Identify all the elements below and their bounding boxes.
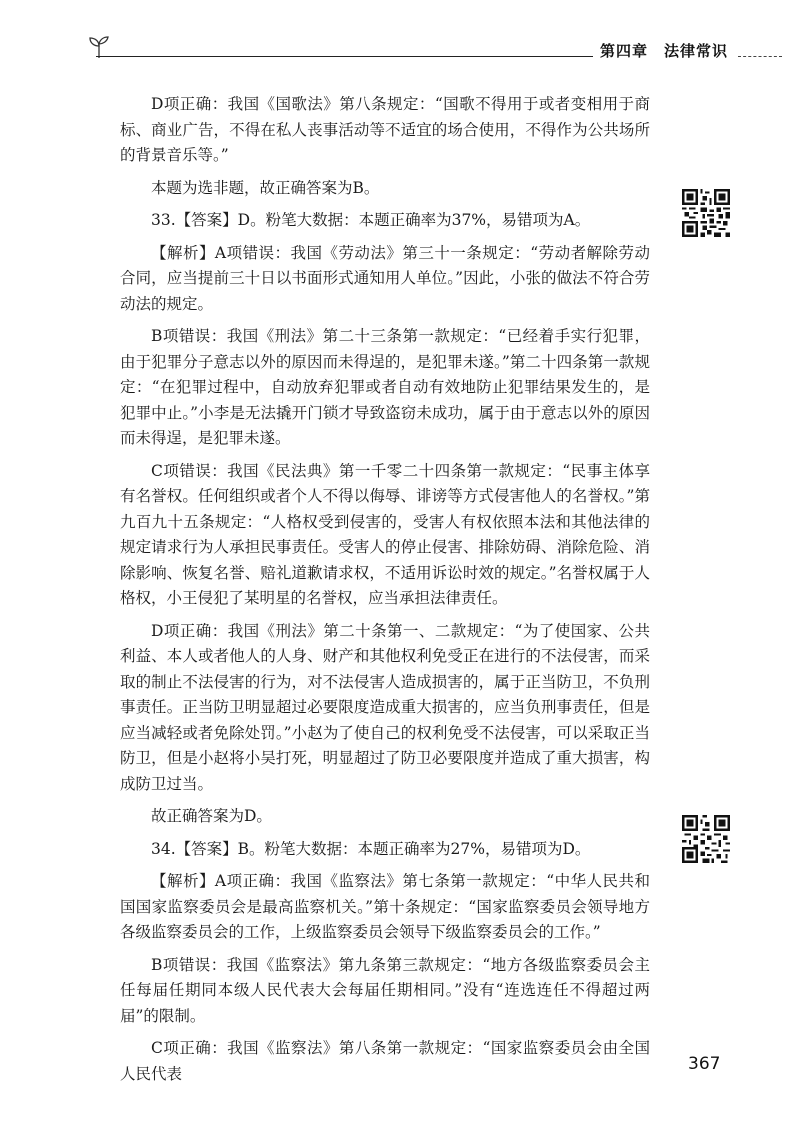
paragraph-q33-answer: 33.【答案】D。粉笔大数据：本题正确率为37%，易错项为A。 <box>151 211 591 229</box>
paragraph-q34-analysis-a: 【解析】A项正确：我国《监察法》第七条第一款规定：“中华人民共和国国家监察委员会是最高监察机关。”第十条规定：“国家监察委员会领导地方各级监察委员会的工作，上级监察委员会领导下级监察委员会的工作。” <box>120 872 650 941</box>
paragraph-q32-conclusion: 本题为选非题，故正确答案为B。 <box>151 178 380 197</box>
paragraph-q34-answer: 34.【答案】B。粉笔大数据：本题正确率为27%，易错项为D。 <box>151 839 591 858</box>
header-rule <box>96 56 593 57</box>
main-content <box>120 92 650 1094</box>
paragraph-q33-conclusion: 故正确答案为D。 <box>151 807 272 825</box>
paragraph-d-correct-anthem: D项正确：我国《国歌法》第八条规定：“国歌不得用于或者变相用于商标、商业广告，不得在私人丧事活动等不适宜的场合使用，不得作为公共场所的背景音乐等。” <box>120 95 650 164</box>
qr-code-icon[interactable] <box>682 189 730 237</box>
paragraph-q34-analysis-c: C项正确：我国《监察法》第八条第一款规定：“国家监察委员会由全国人民代表 <box>120 1039 650 1083</box>
paragraph-q34-analysis-b: B项错误：我国《监察法》第九条第三款规定：“地方各级监察委员会主任每届任期同本级人民代表大会每届任期相同。”没有“连选连任不得超过两届”的限制。 <box>120 955 650 1025</box>
header-rule-right <box>738 56 782 57</box>
paragraph-q33-analysis-c: C项错误：我国《民法典》第一千零二十四条第一款规定：“民事主体享有名誉权。任何组织或者个人不得以侮辱、诽谤等方式侵害他人的名誉权。”第九百九十五条规定：“人格权受到侵害的，受害人有权依照本法和其他法律的规定请求行为人承担民事责任。受害人的停止侵害、排除妨碍、消除危险、消除影响、恢复名誉、赔礼道歉请求权，不适用诉讼时效的规定。”名誉权属于人格权，小王侵犯了某明星的名誉权，应当承担法律责任。 <box>120 461 650 607</box>
paragraph-q33-analysis-a: 【解析】A项错误：我国《劳动法》第三十一条规定：“劳动者解除劳动合同，应当提前三十日以书面形式通知用人单位。”因此，小张的做法不符合劳动法的规定。 <box>120 243 650 313</box>
chapter-title: 第四章 法律常识 <box>600 42 729 60</box>
paragraph-q33-analysis-b: B项错误：我国《刑法》第二十三条第一款规定：“已经着手实行犯罪，由于犯罪分子意志以外的原因而未得逞的，是犯罪未遂。”第二十四条第一款规定：“在犯罪过程中，自动放弃犯罪或者自动有效地防止犯罪结果发生的，是犯罪中止。”小李是无法撬开门锁才导致盗窃未成功，属于由于意志以外的原因而未得逞，是犯罪未遂。 <box>120 327 650 447</box>
page-number: 367 <box>688 1054 721 1074</box>
paragraph-q33-analysis-d: D项正确：我国《刑法》第二十条第一、二款规定：“为了使国家、公共利益、本人或者他人的人身、财产和其他权利免受正在进行的不法侵害，而采取的制止不法侵害的行为，对不法侵害人造成损害的，属于正当防卫，不负刑事责任。正当防卫明显超过必要限度造成重大损害的，应当负刑事责任，但是应当减轻或者免除处罚。”小赵为了使自己的权利免受不法侵害，可以采取正当防卫，但是小赵将小吴打死，明显超过了防卫必要限度并造成了重大损害，构成防卫过当。 <box>120 621 650 793</box>
qr-code-icon[interactable] <box>682 815 730 863</box>
